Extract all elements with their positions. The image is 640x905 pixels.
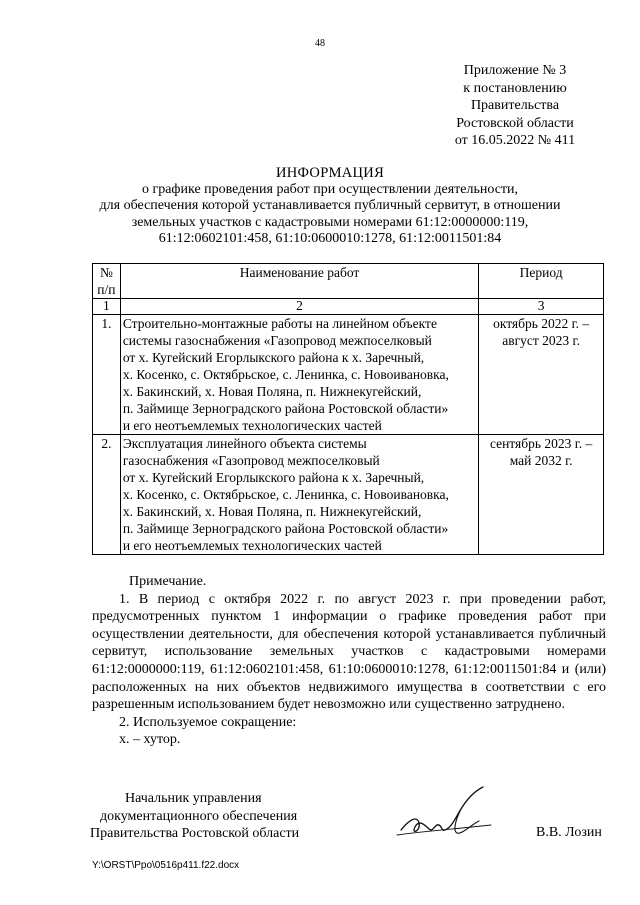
appendix-block xyxy=(440,62,590,150)
header-name: Наименование работ xyxy=(120,264,478,299)
document-title xyxy=(60,165,600,248)
title-line: о графике проведения работ при осуществлении деятельности, xyxy=(141,181,519,197)
title-line: для обеспечения которой устанавливается публичный сервитут, в отношении xyxy=(99,198,561,213)
signer-line: документационного обеспечения xyxy=(100,808,298,824)
note-heading: Примечание. xyxy=(129,574,207,589)
title-line: земельных участков с кадастровыми номерами 61:12:0000000:119, xyxy=(131,214,529,230)
signature-icon xyxy=(395,785,505,845)
appendix-line: от 16.05.2022 № 411 xyxy=(454,133,576,149)
note-item-2: 2. Используемое сокращение: xyxy=(119,714,297,730)
row-num: 1. xyxy=(93,315,121,435)
appendix-line: к постановлению xyxy=(463,80,567,96)
row-name: Эксплуатация линейного объекта системы газоснабжения «Газопровод межпоселковый от х. Кугейский Егорлыкского района к х. Заречный, х. Косенко, с. Октябрьское, с. Ленинка, с. Новоивановка, х. Бакинский, х. Новая Поляна, п. Нижнекугейский, п. Займище Зерноградского района Ростовской области» и его неотъемлемых технологических частей xyxy=(120,435,478,555)
works-table xyxy=(92,263,604,555)
signer-line: Начальник управления xyxy=(125,791,262,806)
column-number-row xyxy=(93,299,604,315)
appendix-line: Ростовской области xyxy=(456,115,574,131)
row-period: октябрь 2022 г. – август 2023 г. xyxy=(479,315,604,435)
table-row xyxy=(93,315,604,435)
signer-title xyxy=(90,790,340,843)
column-number: 1 xyxy=(93,299,121,315)
file-path: Y:\ORST\Ppo\0516p411.f22.docx xyxy=(92,860,240,871)
signer-line: Правительства Ростовской области xyxy=(90,826,300,842)
page-number: 48 xyxy=(315,38,325,49)
note-item-1: 1. В период с октября 2022 г. по август 2023 г. при проведении работ, предусмотренных пунктом 1 информации о графике проведения работ при осуществлении деятельности, для обеспечения которой устанавливается публичный сервитут, использование земельных участков с кадастровыми номерами 61:12:0000000:119, 61:12:0602101:458, 61:10:0600010:1278, 61:12:0011501:84 и (или) расположенных на них объектов недвижимого имущества в соответствии с его разрешенным использованием будет невозможно или существенно затруднено. xyxy=(92,591,606,713)
table-row xyxy=(93,435,604,555)
signer-name: В.В. Лозин xyxy=(536,825,602,840)
title-heading: ИНФОРМАЦИЯ xyxy=(275,165,385,181)
title-line: 61:12:0602101:458, 61:10:0600010:1278, 61:12:0011501:84 xyxy=(158,231,502,246)
row-num: 2. xyxy=(93,435,121,555)
appendix-line: Правительства xyxy=(470,98,560,114)
row-name: Строительно-монтажные работы на линейном объекте системы газоснабжения «Газопровод межпоселковый от х. Кугейский Егорлыкского района к х. Заречный, х. Косенко, с. Октябрьское, с. Ленинка, с. Новоивановка, х. Бакинский, х. Новая Поляна, п. Нижнекугейский, п. Займище Зерноградского района Ростовской области» и его неотъемлемых технологических частей xyxy=(120,315,478,435)
header-num: № п/п xyxy=(93,264,121,299)
row-period: сентябрь 2023 г. – май 2032 г. xyxy=(479,435,604,555)
appendix-line: Приложение № 3 xyxy=(463,63,567,78)
note-block xyxy=(92,573,606,749)
header-period: Период xyxy=(479,264,604,299)
column-number: 2 xyxy=(120,299,478,315)
note-abbreviation: х. – хутор. xyxy=(119,732,181,748)
column-number: 3 xyxy=(479,299,604,315)
table-header-row xyxy=(93,264,604,299)
